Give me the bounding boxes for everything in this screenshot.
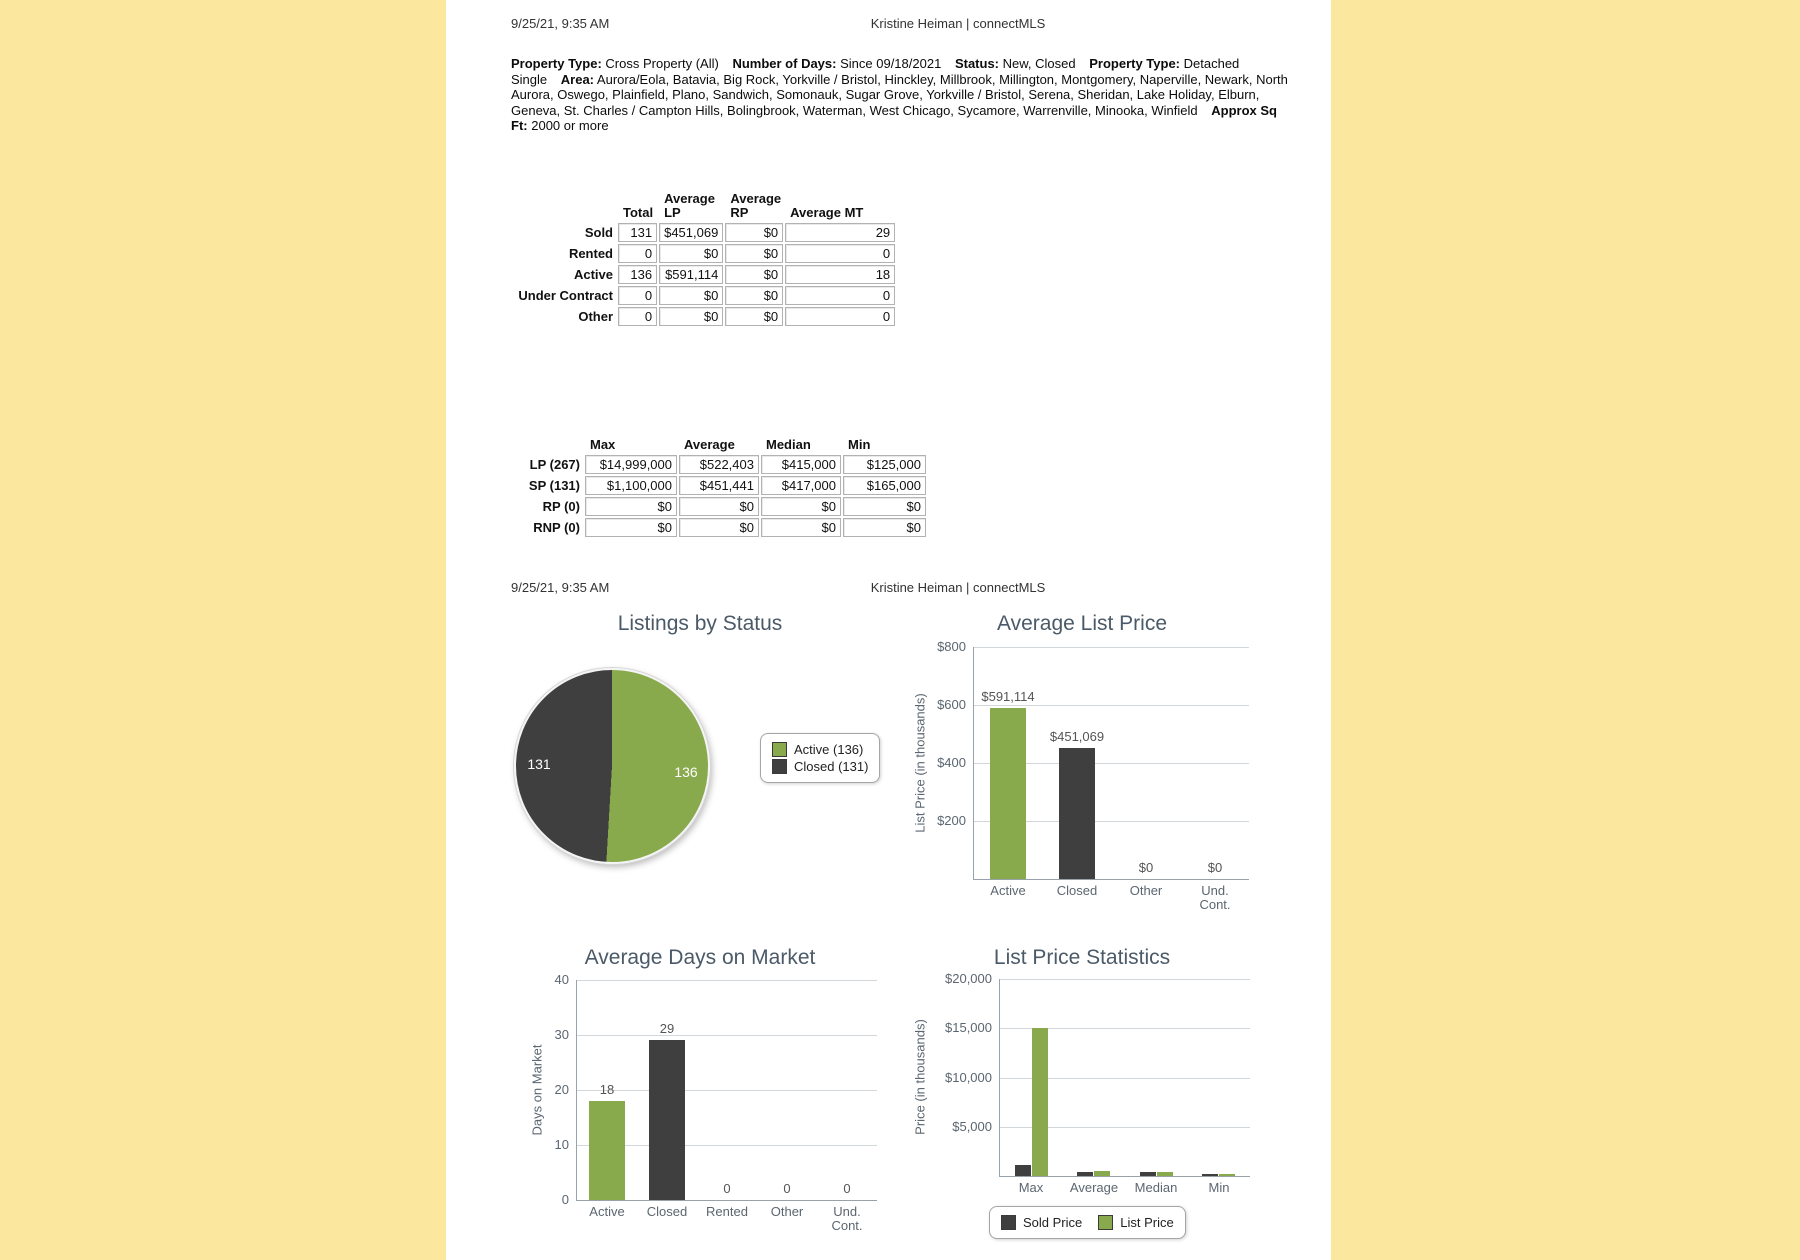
x-axis-tick: Other — [1129, 883, 1163, 898]
value-cell: 0 — [785, 307, 895, 326]
table-row-under-contract — [512, 286, 895, 305]
row-label: Other — [578, 309, 613, 324]
bar-closed — [649, 1040, 685, 1200]
y-axis-tick: $800 — [937, 639, 966, 654]
bar-list-price — [1157, 1172, 1173, 1176]
bar-active — [990, 708, 1026, 879]
value-cell: $0 — [659, 244, 723, 263]
value-cell: $417,000 — [761, 476, 841, 495]
corner-cell — [522, 438, 583, 453]
row-label: Sold — [584, 225, 613, 240]
row-label: RP (0) — [542, 499, 580, 514]
y-axis-tick: $5,000 — [952, 1119, 992, 1134]
y-axis-tick: 20 — [554, 1082, 569, 1097]
value-cell: 0 — [785, 286, 895, 305]
bar-value-label: 0 — [843, 1181, 851, 1196]
bar-value-label: $0 — [1207, 860, 1223, 875]
col-header-average-mt: Average MT — [790, 205, 864, 220]
criteria-label: Approx Sq Ft: — [511, 102, 1277, 133]
list-price-stats-plot — [945, 971, 1250, 1195]
y-axis-tick: $200 — [937, 813, 966, 828]
bar-value-label: 0 — [723, 1181, 731, 1196]
y-axis-tick: $400 — [937, 755, 966, 770]
page1-header — [446, 16, 1331, 32]
x-axis-tick: Other — [770, 1204, 804, 1219]
criteria-value: Aurora/Eola, Batavia, Big Rock, Yorkville / Bristol, Hinckley, Millbrook, Millington, Montgomery, Naperville, Newark, North Aurora, Oswego, Plainfield, Plano, Sandwich, Somonauk, Sugar Grove, Yorkville / Bristol, Serena, Sheridan, Lake Holiday, Elburn, Geneva, St. Charles / Campton Hills, Bolingbrook, Waterman, West Chicago, Sycamore, Warrenville, Minooka, Winfield — [511, 71, 1288, 118]
value-cell: $0 — [761, 497, 841, 516]
bar-value-label: $0 — [1138, 860, 1154, 875]
col-header-average-rp: Average RP — [730, 191, 782, 220]
value-cell: 29 — [785, 223, 895, 242]
criteria-value: Since 09/18/2021 — [840, 56, 942, 71]
value-cell: $0 — [725, 307, 783, 326]
value-cell: 0 — [618, 244, 657, 263]
x-axis-tick: Active — [589, 1204, 625, 1219]
criteria-value: Cross Property (All) — [605, 56, 719, 71]
x-axis-tick: Und. Cont. — [1199, 883, 1231, 912]
avg-days-plot — [554, 972, 877, 1233]
x-axis-tick: Closed — [646, 1204, 688, 1219]
y-axis-tick: 0 — [561, 1192, 569, 1207]
bar-active — [589, 1101, 625, 1200]
x-axis-tick: Closed — [1056, 883, 1098, 898]
pie-legend — [760, 733, 880, 783]
criteria-label: Number of Days: — [732, 56, 837, 71]
avg-list-price-yaxis-label: List Price (in thousands) — [912, 693, 928, 833]
value-cell: $165,000 — [843, 476, 926, 495]
value-cell: $591,114 — [659, 265, 723, 284]
page2-date: 9/25/21, 9:35 AM — [511, 580, 610, 595]
bar-list-price — [1219, 1174, 1235, 1176]
value-cell: $0 — [585, 518, 677, 537]
legend-item-active — [772, 742, 868, 757]
row-label: LP (267) — [529, 457, 580, 472]
criteria-segment — [511, 56, 719, 71]
bar-sold-price — [1202, 1174, 1218, 1176]
bar-list-price — [1094, 1171, 1110, 1176]
gridline — [1000, 979, 1250, 980]
criteria-value: New, Closed — [1002, 56, 1076, 71]
bar-value-label: 18 — [599, 1082, 615, 1097]
legend-label: Active (136) — [794, 742, 864, 757]
criteria-value: Detached Single — [511, 56, 1240, 87]
corner-cell — [512, 192, 616, 221]
value-cell: 18 — [785, 265, 895, 284]
bar-value-label: 0 — [783, 1181, 791, 1196]
y-axis-tick: 30 — [554, 1027, 569, 1042]
value-cell: $0 — [725, 286, 783, 305]
x-axis-tick: Median — [1134, 1180, 1178, 1195]
page1-date: 9/25/21, 9:35 AM — [511, 16, 610, 31]
criteria-segment — [732, 56, 941, 71]
report-page — [446, 0, 1331, 1260]
table-row-rp — [522, 497, 926, 516]
row-label: SP (131) — [528, 478, 580, 493]
sold-price-swatch-icon — [1001, 1215, 1016, 1230]
value-cell: $0 — [725, 244, 783, 263]
table-row-rnp — [522, 518, 926, 537]
x-axis-tick: Rented — [706, 1204, 748, 1219]
gridline — [974, 647, 1249, 648]
list-price-swatch-icon — [1098, 1215, 1113, 1230]
page1-user-app: Kristine Heiman | connectMLS — [870, 16, 1046, 31]
value-cell: $125,000 — [843, 455, 926, 474]
avg-list-price-title: Average List Price — [996, 612, 1168, 635]
value-cell: $0 — [679, 518, 759, 537]
value-cell: $0 — [843, 518, 926, 537]
y-axis-tick: $10,000 — [945, 1070, 992, 1085]
y-axis-tick: $600 — [937, 697, 966, 712]
legend-label: Closed (131) — [794, 759, 869, 774]
col-header-median: Median — [766, 437, 811, 452]
x-axis-tick: Und. Cont. — [831, 1204, 863, 1233]
value-cell: 0 — [785, 244, 895, 263]
criteria-label: Area: — [560, 71, 595, 87]
y-axis-tick: 10 — [554, 1137, 569, 1152]
value-cell: 136 — [618, 265, 657, 284]
value-cell: $451,069 — [659, 223, 723, 242]
x-axis-tick: Min — [1208, 1180, 1230, 1195]
criteria-segment — [955, 56, 1076, 71]
col-header-average-lp: Average LP — [664, 191, 715, 220]
bar-sold-price — [1077, 1172, 1093, 1176]
gridline — [577, 1035, 877, 1036]
value-cell: $0 — [679, 497, 759, 516]
value-cell: $451,441 — [679, 476, 759, 495]
value-cell: $1,100,000 — [585, 476, 677, 495]
col-header-total: Total — [623, 205, 654, 220]
value-cell: $0 — [659, 307, 723, 326]
y-axis-tick: $15,000 — [945, 1020, 992, 1035]
bar-sold-price — [1140, 1172, 1156, 1176]
bar-list-price — [1032, 1028, 1048, 1176]
bar-closed — [1059, 748, 1095, 879]
x-axis-tick: Max — [1018, 1180, 1044, 1195]
avg-days-title: Average Days on Market — [584, 946, 816, 969]
listings-by-status-pie — [514, 668, 710, 864]
table-row-other — [512, 307, 895, 326]
price-stats-table — [520, 436, 928, 539]
value-cell: $0 — [659, 286, 723, 305]
criteria-label: Property Type: — [511, 56, 602, 71]
bar-value-label: 29 — [659, 1021, 675, 1036]
bar-value-label: $451,069 — [1049, 729, 1105, 744]
avg-days-yaxis-label: Days on Market — [529, 1044, 545, 1136]
page2-header — [446, 580, 1331, 596]
value-cell: $415,000 — [761, 455, 841, 474]
legend-label: Sold Price — [1023, 1215, 1083, 1230]
x-axis-tick: Average — [1069, 1180, 1119, 1195]
value-cell: $0 — [725, 265, 783, 284]
value-cell: $0 — [725, 223, 783, 242]
value-cell: $522,403 — [679, 455, 759, 474]
bar-value-label: $591,114 — [981, 689, 1035, 704]
pie-value-active: 136 — [674, 764, 698, 780]
status-table-header-row — [512, 192, 895, 221]
status-summary-table — [510, 190, 897, 328]
criteria-segment — [511, 72, 1288, 118]
closed-swatch-icon — [772, 759, 787, 774]
pie-value-closed: 131 — [527, 756, 551, 772]
row-label: Under Contract — [518, 288, 613, 303]
pie-chart-title: Listings by Status — [617, 612, 783, 635]
gridline — [974, 705, 1249, 706]
gridline — [577, 980, 877, 981]
col-header-average: Average — [684, 437, 735, 452]
legend-label: List Price — [1120, 1215, 1174, 1230]
avg-list-price-plot — [937, 639, 1249, 912]
y-axis-tick: 40 — [554, 972, 569, 987]
value-cell: 131 — [618, 223, 657, 242]
active-swatch-icon — [772, 742, 787, 757]
table-row-rented — [512, 244, 895, 263]
row-label: Active — [573, 267, 613, 282]
value-cell: $0 — [761, 518, 841, 537]
row-label: Rented — [568, 246, 613, 261]
criteria-label: Status: — [954, 56, 999, 71]
value-cell: 0 — [618, 286, 657, 305]
bar-sold-price — [1015, 1165, 1031, 1176]
price-table-header-row — [522, 438, 926, 453]
criteria-value: 2000 or more — [531, 118, 609, 133]
lps-legend — [989, 1206, 1186, 1239]
list-price-stats-yaxis-label: Price (in thousands) — [912, 1019, 928, 1135]
list-price-stats-title: List Price Statistics — [993, 946, 1171, 969]
value-cell: $14,999,000 — [585, 455, 677, 474]
criteria-label: Property Type: — [1089, 56, 1181, 71]
page2-user-app: Kristine Heiman | connectMLS — [870, 580, 1046, 595]
value-cell: 0 — [618, 307, 657, 326]
y-axis-tick: $20,000 — [945, 971, 992, 986]
table-row-sp — [522, 476, 926, 495]
value-cell: $0 — [843, 497, 926, 516]
row-label: RNP (0) — [533, 520, 580, 535]
search-criteria — [511, 56, 1289, 134]
legend-item-sold-price — [1001, 1215, 1082, 1230]
x-axis-tick: Active — [990, 883, 1026, 898]
legend-item-closed — [772, 759, 868, 774]
col-header-max: Max — [590, 437, 616, 452]
table-row-lp — [522, 455, 926, 474]
col-header-min: Min — [848, 437, 871, 452]
value-cell: $0 — [585, 497, 677, 516]
legend-item-list-price — [1098, 1215, 1173, 1230]
gridline — [577, 1090, 877, 1091]
table-row-sold — [512, 223, 895, 242]
table-row-active — [512, 265, 895, 284]
